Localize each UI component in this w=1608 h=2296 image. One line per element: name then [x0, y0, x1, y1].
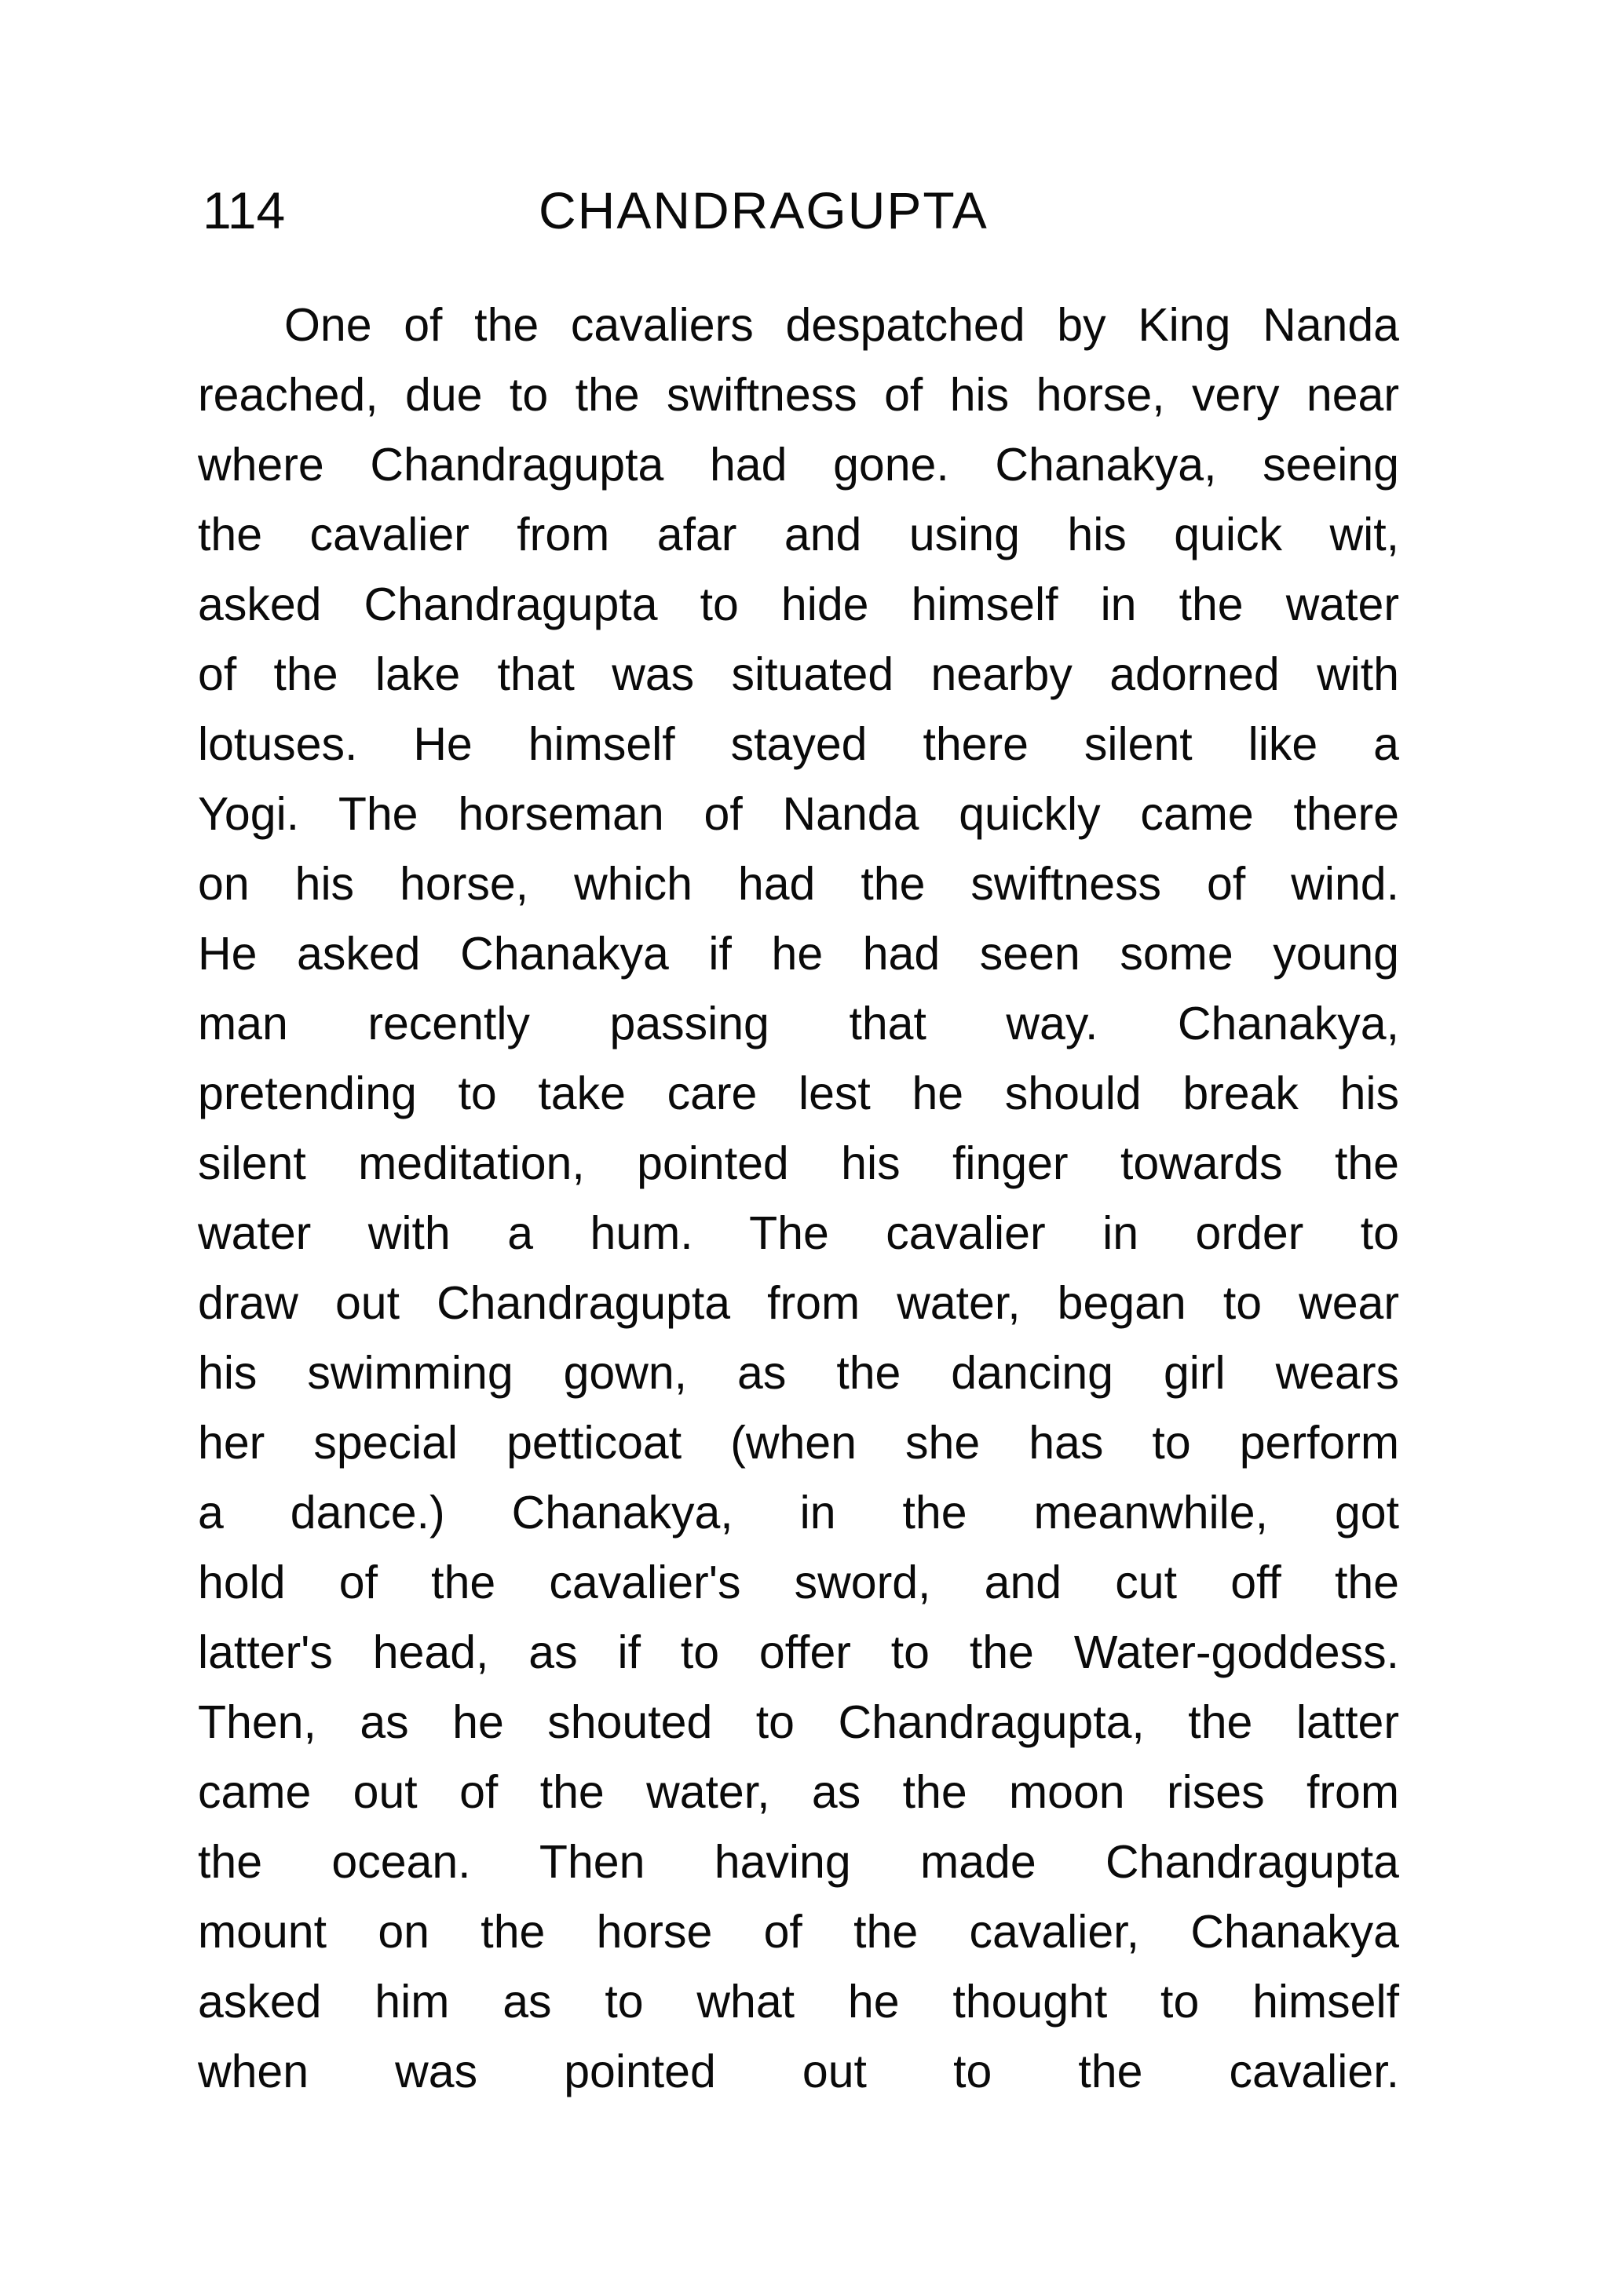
page-number: 114: [203, 181, 286, 239]
text-line: the ocean. Then having made Chandragupta: [198, 1836, 1399, 1888]
text-line: pretending to take care lest he should break his: [198, 1068, 1399, 1119]
text-line: asked Chandragupta to hide himself in the water: [198, 579, 1399, 630]
text-line: her special petticoat (when she has to perform: [198, 1417, 1399, 1469]
text-line: of the lake that was situated nearby adorned with: [198, 648, 1399, 700]
text-line: when was pointed out to the cavalier.: [198, 2046, 1399, 2097]
text-line: mount on the horse of the cavalier, Chanakya: [198, 1906, 1399, 1958]
text-line: the cavalier from afar and using his quick wit,: [198, 509, 1399, 560]
text-line: lotuses. He himself stayed there silent like a: [198, 718, 1399, 770]
text-line: water with a hum. The cavalier in order to: [198, 1207, 1399, 1259]
text-line: latter's head, as if to offer to the Water-goddess.: [198, 1626, 1399, 1678]
body-text: [198, 290, 1399, 2107]
text-line: came out of the water, as the moon rises from: [198, 1766, 1399, 1818]
text-line: on his horse, which had the swiftness of wind.: [198, 858, 1399, 910]
text-line: Yogi. The horseman of Nanda quickly came there: [198, 788, 1399, 840]
text-line: reached, due to the swiftness of his horse, very near: [198, 369, 1399, 421]
text-line: draw out Chandragupta from water, began to wear: [198, 1277, 1399, 1329]
text-line: a dance.) Chanakya, in the meanwhile, got: [198, 1487, 1399, 1539]
text-line: He asked Chanakya if he had seen some young: [198, 928, 1399, 980]
text-line: silent meditation, pointed his finger towards the: [198, 1137, 1399, 1189]
text-line: One of the cavaliers despatched by King Nanda: [284, 299, 1399, 351]
text-line: hold of the cavalier's sword, and cut off the: [198, 1557, 1399, 1608]
text-line: his swimming gown, as the dancing girl wears: [198, 1347, 1399, 1399]
text-line: man recently passing that way. Chanakya,: [198, 998, 1399, 1049]
text-line: Then, as he shouted to Chandragupta, the latter: [198, 1696, 1399, 1748]
text-line: where Chandragupta had gone. Chanakya, seeing: [198, 439, 1399, 491]
running-head: [203, 179, 1396, 242]
text-line: asked him as to what he thought to himself: [198, 1976, 1399, 2028]
book-title: CHANDRAGUPTA: [539, 181, 989, 239]
